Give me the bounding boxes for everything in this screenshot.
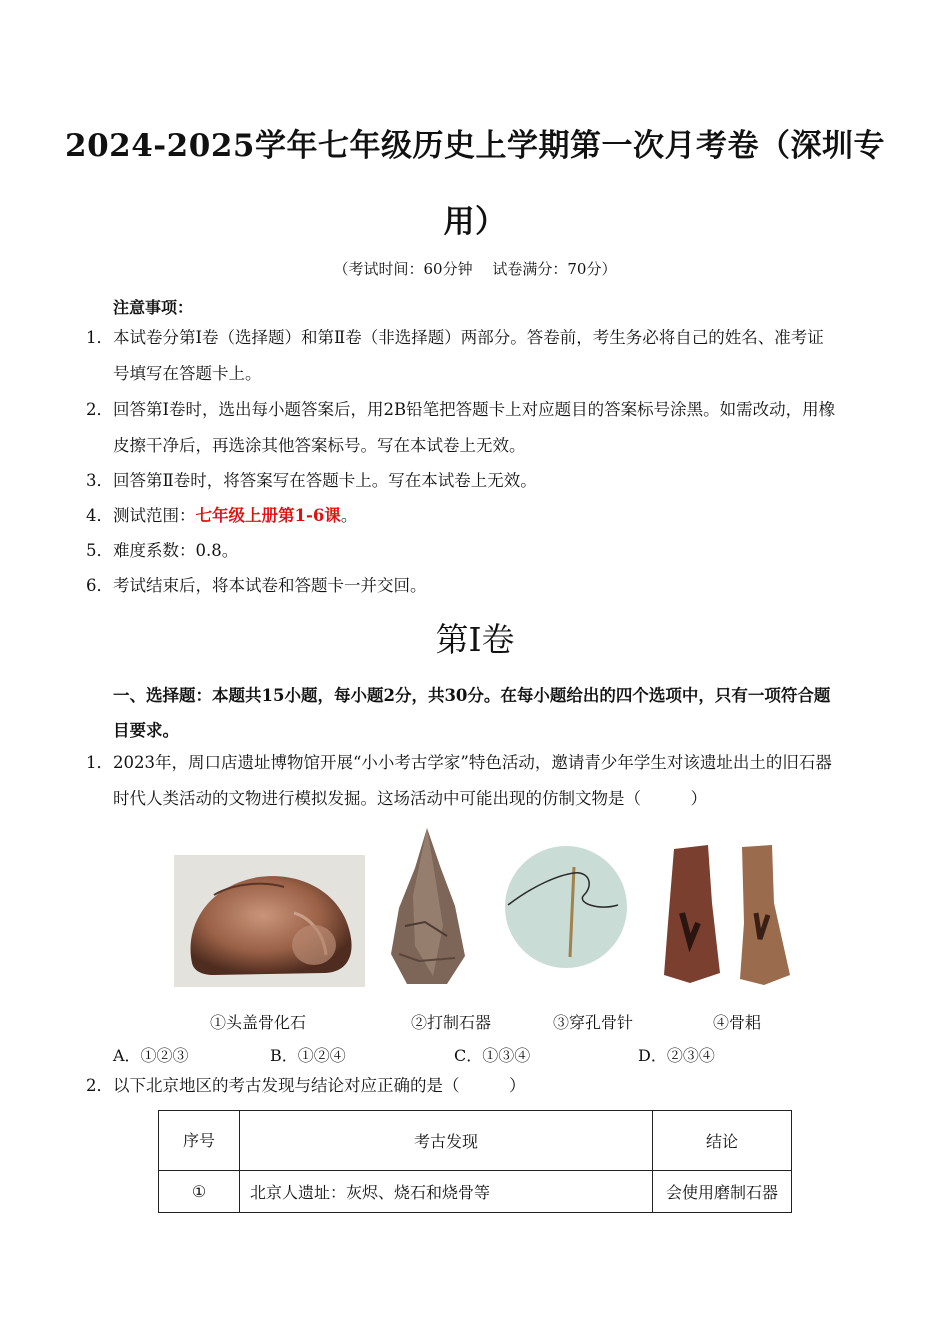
table-header-cell: 考古发现 xyxy=(240,1111,653,1171)
section-instruction-line1: 一、选择题：本题共15小题，每小题2分，共30分。在每小题给出的四个选项中，只有一项符合题 xyxy=(113,686,831,705)
note-item-1 xyxy=(86,320,866,356)
page-title-line2: 用） xyxy=(443,204,507,240)
question-1 xyxy=(86,745,866,781)
skull-fossil-image xyxy=(174,855,365,987)
question-1-cont: 时代人类活动的文物进行模拟发掘。这场活动中可能出现的仿制文物是（ ） xyxy=(113,789,707,808)
notes-heading: 注意事项： xyxy=(113,298,194,317)
note-number: 3． xyxy=(86,471,113,490)
bone-needle-image xyxy=(504,845,628,969)
question-text: 以下北京地区的考古发现与结论对应正确的是（ ） xyxy=(113,1076,526,1095)
caption-skull-fossil: ①头盖骨化石 xyxy=(210,1013,307,1032)
question-2 xyxy=(86,1068,866,1104)
exam-info: （考试时间：60分钟 试卷满分：70分） xyxy=(333,260,617,278)
note-item-3 xyxy=(86,463,866,499)
note-text: 回答第Ⅰ卷时，选出每小题答案后，用2B铅笔把答题卡上对应题目的答案标号涂黑。如需改动，用橡 xyxy=(113,400,836,419)
table-cell: ① xyxy=(159,1171,240,1213)
option-d: D．②③④ xyxy=(638,1046,715,1065)
note-item-1-cont: 号填写在答题卡上。 xyxy=(113,364,262,383)
note-number: 4． xyxy=(86,506,113,525)
note-number: 1． xyxy=(86,328,113,347)
note-text: 难度系数：0.8。 xyxy=(113,541,239,560)
note-item-2-cont: 皮擦干净后，再选涂其他答案标号。写在本试卷上无效。 xyxy=(113,436,526,455)
note-text: 考试结束后，将本试卷和答题卡一并交回。 xyxy=(113,576,427,595)
caption-bone-spade: ④骨耜 xyxy=(713,1013,762,1032)
table-row xyxy=(159,1171,792,1213)
page-title-line1: 2024-2025学年七年级历史上学期第一次月考卷（深圳专 xyxy=(65,128,885,164)
question-number: 1． xyxy=(86,753,113,772)
caption-bone-needle: ③穿孔骨针 xyxy=(553,1013,634,1032)
bone-spade-image xyxy=(660,843,800,988)
note-item-4 xyxy=(86,498,866,534)
note-text: 本试卷分第Ⅰ卷（选择题）和第Ⅱ卷（非选择题）两部分。答卷前，考生务必将自己的姓名、准考证 xyxy=(113,328,824,347)
note-item-2 xyxy=(86,392,866,428)
note-text: 测试范围： xyxy=(113,506,196,525)
option-b: B．①②④ xyxy=(270,1046,346,1065)
table-cell: 会使用磨制石器 xyxy=(653,1171,792,1213)
note-number: 6． xyxy=(86,576,113,595)
test-scope-highlight: 七年级上册第1-6课 xyxy=(195,506,341,525)
option-a: A．①②③ xyxy=(113,1046,189,1065)
note-item-6 xyxy=(86,568,866,604)
table-cell: 北京人遗址：灰烬、烧石和烧骨等 xyxy=(240,1171,653,1213)
note-text: 。 xyxy=(340,506,358,525)
note-number: 2． xyxy=(86,400,113,419)
table-header-row xyxy=(159,1111,792,1171)
chipped-stone-tool-image xyxy=(385,826,470,988)
question-text: 2023年，周口店遗址博物馆开展“小小考古学家”特色活动，邀请青少年学生对该遗址出土的旧石器 xyxy=(113,753,832,772)
archaeology-table xyxy=(158,1110,792,1213)
note-text: 回答第Ⅱ卷时，将答案写在答题卡上。写在本试卷上无效。 xyxy=(113,471,537,490)
option-c: C．①③④ xyxy=(454,1046,531,1065)
note-number: 5． xyxy=(86,541,113,560)
note-item-5 xyxy=(86,533,866,569)
caption-stone-tool: ②打制石器 xyxy=(411,1013,492,1032)
section-instruction-line2: 目要求。 xyxy=(113,721,179,740)
table-header-cell: 结论 xyxy=(653,1111,792,1171)
table-header-cell: 序号 xyxy=(159,1111,240,1171)
section-title: 第Ⅰ卷 xyxy=(435,620,515,659)
question-number: 2． xyxy=(86,1076,113,1095)
